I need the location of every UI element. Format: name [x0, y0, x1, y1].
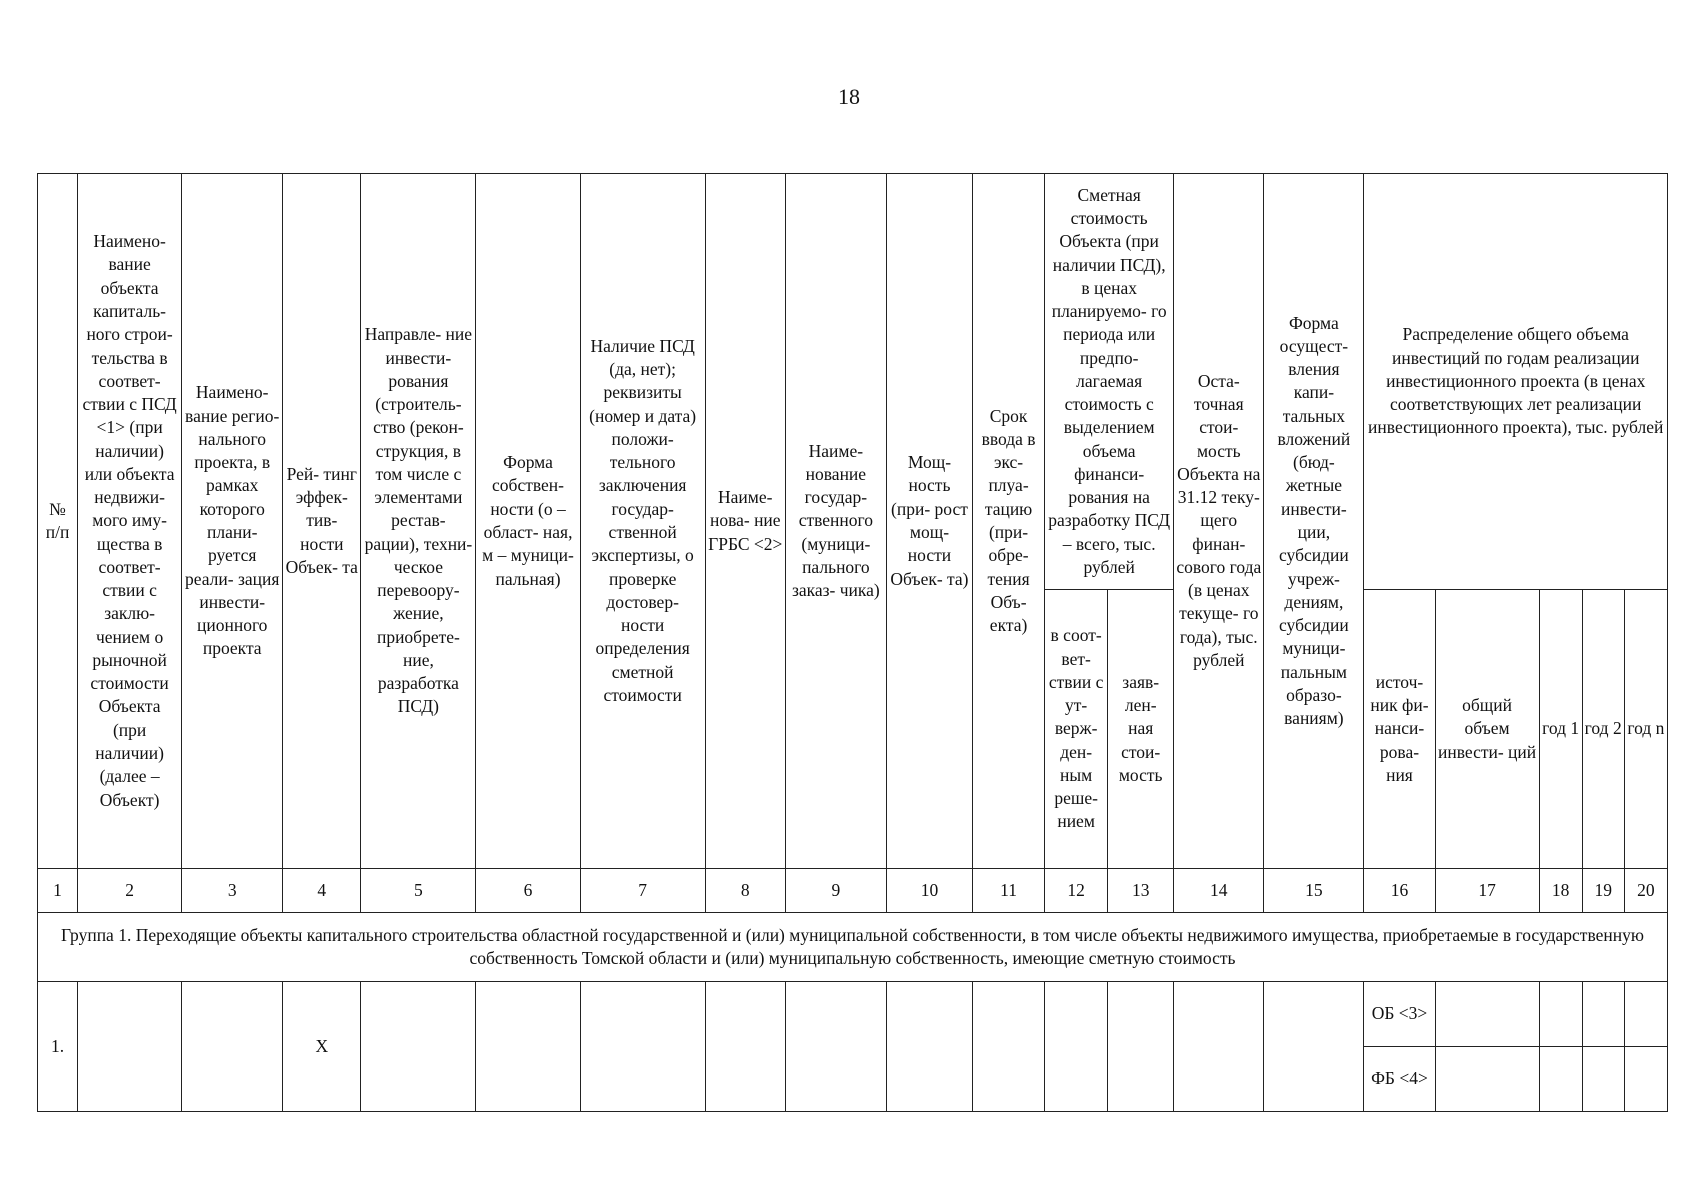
- table-cell: [1539, 982, 1582, 1047]
- column-number: 7: [580, 869, 705, 913]
- header-col-16: источ- ник фи- нанси- рова- ния: [1364, 590, 1435, 869]
- header-row-1: [38, 174, 1668, 590]
- column-number: 16: [1364, 869, 1435, 913]
- table-cell: [580, 982, 705, 1112]
- column-number: 11: [973, 869, 1045, 913]
- header-col-6: Форма собствен- ности (о – област- ная, м – муници- пальная): [476, 174, 580, 869]
- funding-source-fb: ФБ <4>: [1364, 1047, 1435, 1112]
- table-cell: [1539, 1047, 1582, 1112]
- table-cell: [1582, 982, 1624, 1047]
- header-col-13: заяв- лен- ная стои- мость: [1108, 590, 1174, 869]
- table-cell: [182, 982, 283, 1112]
- table-cell: [886, 982, 972, 1112]
- investment-table: [37, 173, 1668, 1112]
- header-col-9: Наиме- нование государ- ственного (муници- пального заказ- чика): [785, 174, 886, 869]
- column-number: 1: [38, 869, 78, 913]
- table-cell: [1435, 982, 1539, 1047]
- header-col-20: год n: [1624, 590, 1667, 869]
- header-col-10: Мощ- ность (при- рост мощ- ности Объек- та): [886, 174, 972, 869]
- header-col-1: № п/п: [38, 174, 78, 869]
- column-number: 9: [785, 869, 886, 913]
- header-distribution-group: Распределение общего объема инвестиций по годам реализации инвестиционного проекта (в ценах соответствующих лет реализации инвестиционного проекта), тыс. рублей: [1364, 174, 1668, 590]
- column-number: 5: [361, 869, 476, 913]
- header-col-3: Наимено- вание регио- нального проекта, в рамках которого плани- руется реали- зация инвести- ционного проекта: [182, 174, 283, 869]
- header-col-7: Наличие ПСД (да, нет); реквизиты (номер и дата) положи- тельного заключения государ- ственной экспертизы, о проверке достовер- ности определения сметной стоимости: [580, 174, 705, 869]
- column-number: 20: [1624, 869, 1667, 913]
- table-cell: [1264, 982, 1364, 1112]
- column-number: 13: [1108, 869, 1174, 913]
- page-number: 18: [838, 84, 860, 109]
- header-col-4: Рей- тинг эффек- тив- ности Объек- та: [283, 174, 361, 869]
- group-1-title: Группа 1. Переходящие объекты капитального строительства областной государственной и (или) муниципальной собственности, в том числе объекты недвижимого имущества, приобретаемые в государственную собственность Томской области и (или) муниципальную собственность, имеющие сметную стоимость: [38, 913, 1668, 982]
- column-number-row: [38, 869, 1668, 913]
- table-cell: [1624, 1047, 1667, 1112]
- table-cell: [785, 982, 886, 1112]
- row-number: 1.: [38, 982, 78, 1112]
- group-1-row: [38, 913, 1668, 982]
- header-col-8: Наиме- нова- ние ГРБС <2>: [705, 174, 785, 869]
- header-col-18: год 1: [1539, 590, 1582, 869]
- header-col-17: общий объем инвести- ций: [1435, 590, 1539, 869]
- table-cell: [1045, 982, 1108, 1112]
- column-number: 12: [1045, 869, 1108, 913]
- table-cell: [1435, 1047, 1539, 1112]
- funding-source-ob: ОБ <3>: [1364, 982, 1435, 1047]
- column-number: 8: [705, 869, 785, 913]
- table-cell: [705, 982, 785, 1112]
- table-cell: [1624, 982, 1667, 1047]
- table-cell: [1174, 982, 1264, 1112]
- header-col-2: Наимено- вание объекта капиталь- ного строи- тельства в соответ- ствии с ПСД <1> (при наличии) или объекта недвижи- мого иму- щества в соответ- ствии с заклю- чением о рыночной стоимости Объекта (при наличии) (далее – Объект): [78, 174, 182, 869]
- row-rating: X: [283, 982, 361, 1112]
- table-cell: [78, 982, 182, 1112]
- column-number: 18: [1539, 869, 1582, 913]
- table-cell: [973, 982, 1045, 1112]
- column-number: 14: [1174, 869, 1264, 913]
- column-number: 15: [1264, 869, 1364, 913]
- table-cell: [361, 982, 476, 1112]
- column-number: 2: [78, 869, 182, 913]
- table-row: [38, 982, 1668, 1047]
- table-cell: [1108, 982, 1174, 1112]
- column-number: 4: [283, 869, 361, 913]
- column-number: 3: [182, 869, 283, 913]
- column-number: 17: [1435, 869, 1539, 913]
- header-col-19: год 2: [1582, 590, 1624, 869]
- column-number: 19: [1582, 869, 1624, 913]
- header-estimate-cost-group: Сметная стоимость Объекта (при наличии ПСД), в ценах планируемо- го периода или предпо- лагаемая стоимость с выделением объема финанси- рования на разработку ПСД – всего, тыс. рублей: [1045, 174, 1174, 590]
- header-col-11: Срок ввода в экс- плуа- тацию (при- обре- тения Объ- екта): [973, 174, 1045, 869]
- header-col-12: в соот- вет- ствии с ут- верж- ден- ным реше- нием: [1045, 590, 1108, 869]
- header-col-5: Направле- ние инвести- рования (строитель- ство (рекон- струкция, в том числе с элементами рестав- рации), техни- ческое перевоору- жение, приобрете- ние, разработка ПСД): [361, 174, 476, 869]
- header-col-14: Оста- точная стои- мость Объекта на 31.12 теку- щего финан- сового года (в ценах текуще- го года), тыс. рублей: [1174, 174, 1264, 869]
- column-number: 6: [476, 869, 580, 913]
- table-cell: [476, 982, 580, 1112]
- column-number: 10: [886, 869, 972, 913]
- table-cell: [1582, 1047, 1624, 1112]
- header-col-15: Форма осущест- вления капи- тальных вложений (бюд- жетные инвести- ции, субсидии учреж- дениям, субсидии муници- пальным образо- ваниям): [1264, 174, 1364, 869]
